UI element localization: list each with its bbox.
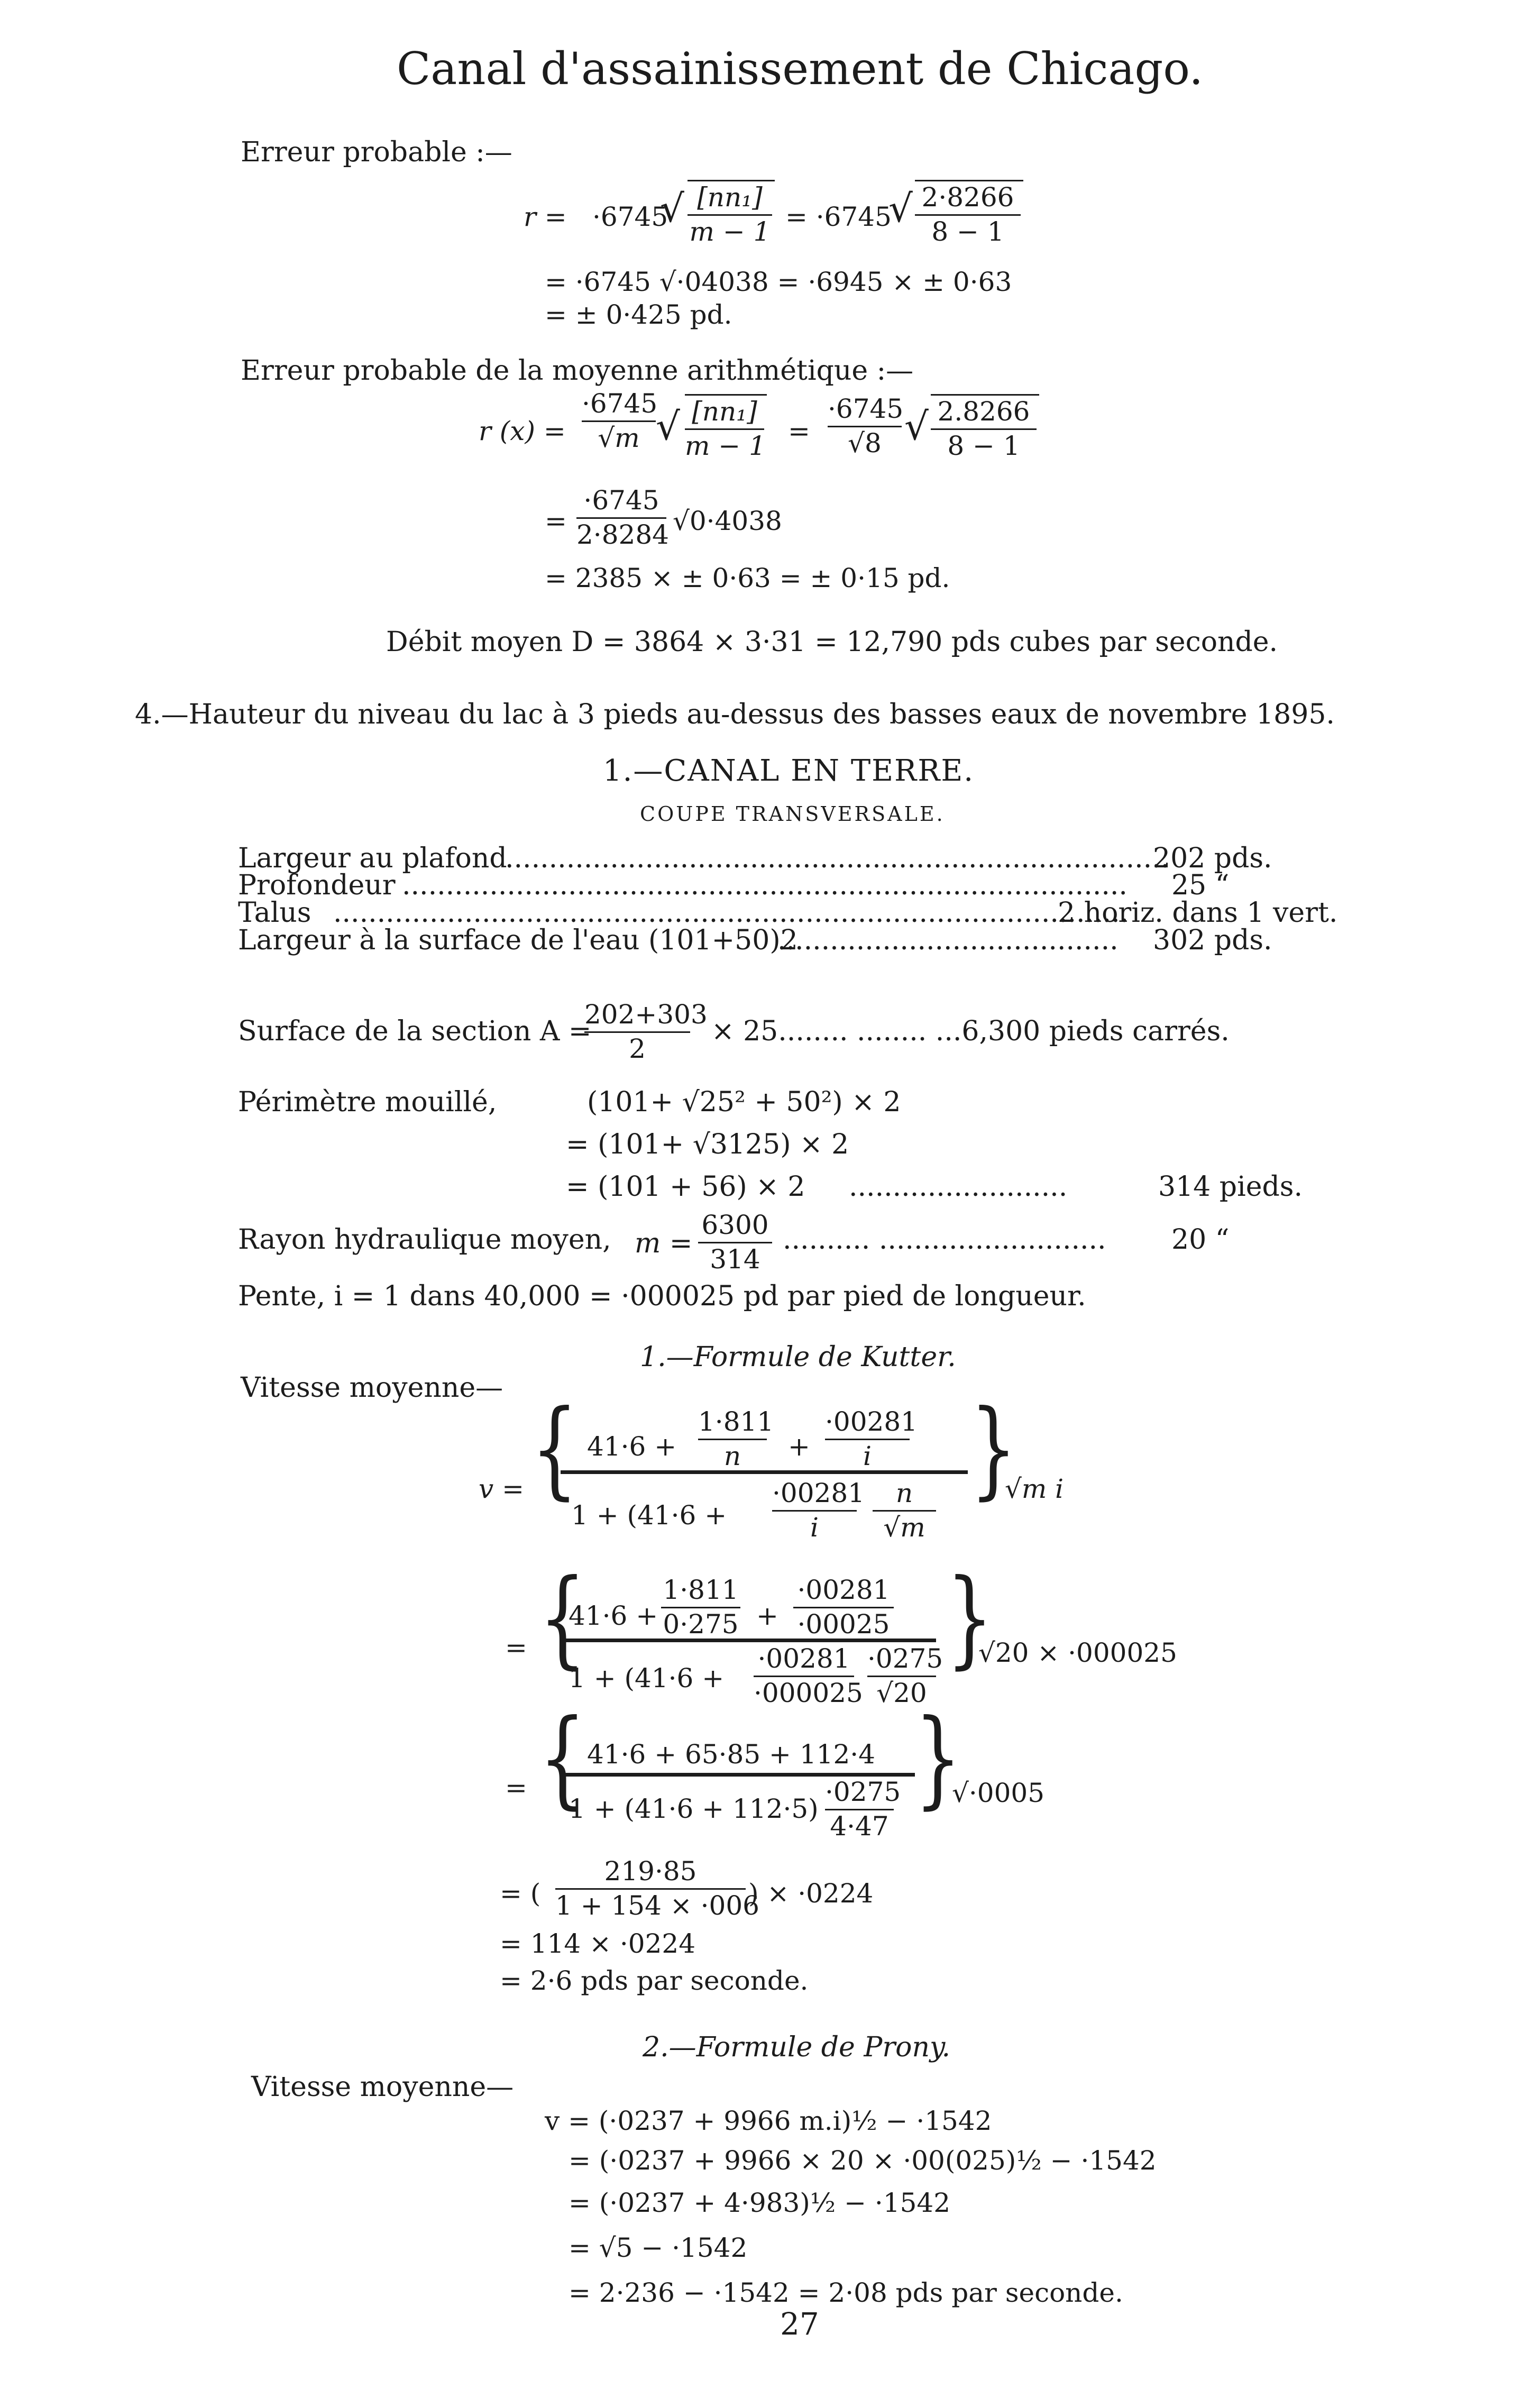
a-plus: + bbox=[788, 1431, 810, 1462]
row-value: 202 pds. bbox=[1153, 843, 1272, 874]
r-lhs: r = bbox=[524, 202, 567, 232]
numerator: ·00281 bbox=[772, 1478, 865, 1508]
numerator: ·6745 bbox=[582, 388, 658, 419]
c-root: √·0005 bbox=[952, 1778, 1044, 1808]
left-brace-icon: { bbox=[531, 1387, 579, 1511]
fraction bbox=[772, 1478, 865, 1543]
row-leader: ............................................................................ bbox=[505, 843, 1170, 874]
denominator: m − 1 bbox=[685, 430, 766, 461]
prony-l1: v = (·0237 + 9966 m.i)½ − ·1542 bbox=[545, 2106, 992, 2136]
numerator: ·6745 bbox=[583, 485, 659, 516]
radical-bar bbox=[688, 180, 775, 181]
denominator: 4·47 bbox=[830, 1810, 889, 1842]
rayon-m: m = bbox=[635, 1228, 693, 1259]
row-leader: ................................................................................... bbox=[402, 870, 1128, 901]
denominator: ·000025 bbox=[754, 1677, 863, 1708]
denominator: 8 − 1 bbox=[947, 430, 1020, 461]
moyenne-eq2: = bbox=[545, 506, 567, 536]
b-top-a: 41·6 + bbox=[569, 1600, 658, 1631]
denominator: ·00025 bbox=[797, 1608, 890, 1640]
radical-bar bbox=[931, 394, 1039, 396]
perimetre-value: 314 pieds. bbox=[1158, 1171, 1303, 1203]
denominator: 8 − 1 bbox=[931, 216, 1004, 247]
perimetre-l2: = (101+ √3125) × 2 bbox=[566, 1129, 849, 1160]
a-bot-a: 1 + (41·6 + bbox=[571, 1500, 727, 1531]
row-value: 25 “ bbox=[1171, 870, 1230, 901]
c-bot-a: 1 + (41·6 + 112·5) bbox=[569, 1793, 819, 1824]
main-fraction-bar bbox=[561, 1773, 915, 1777]
radical-bar bbox=[915, 180, 1023, 181]
r-coef: ·6745 bbox=[592, 202, 668, 232]
c-eq: = bbox=[505, 1772, 527, 1803]
row-label: Talus bbox=[238, 897, 311, 929]
left-brace-icon: { bbox=[539, 1697, 586, 1820]
perimetre-label: Périmètre mouillé, bbox=[238, 1086, 497, 1118]
denominator: √20 bbox=[876, 1677, 927, 1708]
denominator: 1 + 154 × ·006 bbox=[555, 1890, 759, 1921]
fraction bbox=[825, 1406, 918, 1471]
row-value: 302 pds. bbox=[1153, 925, 1272, 956]
radical-bar bbox=[685, 394, 767, 396]
kutter-v: v = bbox=[479, 1474, 525, 1504]
fraction bbox=[661, 1575, 740, 1640]
rayon-label: Rayon hydraulique moyen, bbox=[238, 1224, 611, 1256]
denominator: n bbox=[723, 1440, 741, 1471]
b-plus: + bbox=[756, 1600, 778, 1631]
canal-heading: 1.—CANAL EN TERRE. bbox=[603, 754, 975, 788]
denominator: √m bbox=[883, 1512, 925, 1543]
page-title: Canal d'assainissement de Chicago. bbox=[397, 43, 1204, 95]
numerator: n bbox=[895, 1478, 913, 1508]
numerator: 1·811 bbox=[698, 1406, 774, 1437]
numerator: [nn₁] bbox=[692, 396, 757, 427]
sqrt-icon: √ bbox=[656, 404, 680, 449]
moyenne-line3: = 2385 × ± 0·63 = ± 0·15 pd. bbox=[545, 563, 950, 593]
erreur-line2: = ·6745 √·04038 = ·6945 × ± 0·63 bbox=[545, 267, 1012, 297]
denominator: √8 bbox=[848, 427, 882, 459]
numerator: 202+303 bbox=[584, 999, 708, 1030]
row-label: Largeur à la surface de l'eau (101+50)2 bbox=[238, 925, 798, 956]
sqrt-icon: √ bbox=[904, 404, 929, 449]
prony-l4: = √5 − ·1542 bbox=[569, 2232, 748, 2263]
prony-l3: = (·0237 + 4·983)½ − ·1542 bbox=[569, 2188, 951, 2218]
b-eq: = bbox=[505, 1632, 527, 1663]
numerator: [nn₁] bbox=[697, 182, 763, 213]
moyenne-label: Erreur probable de la moyenne arithmétique :— bbox=[241, 355, 914, 387]
denominator: i bbox=[863, 1440, 872, 1471]
fraction bbox=[582, 389, 656, 453]
prony-l2: = (·0237 + 9966 × 20 × ·00(025)½ − ·1542 bbox=[569, 2145, 1157, 2176]
fraction bbox=[793, 1575, 894, 1640]
denominator: i bbox=[810, 1512, 819, 1543]
prony-label: Vitesse moyenne— bbox=[251, 2071, 514, 2103]
numerator: ·00281 bbox=[797, 1575, 890, 1605]
erreur-line3: = ± 0·425 pd. bbox=[545, 299, 732, 330]
fraction bbox=[688, 182, 772, 247]
perimetre-l3: = (101 + 56) × 2 bbox=[566, 1171, 805, 1203]
denominator: 0·275 bbox=[663, 1608, 739, 1640]
d-rest: ) × ·0224 bbox=[748, 1878, 874, 1909]
moyenne-root3: √0·4038 bbox=[673, 506, 782, 536]
numerator: ·0275 bbox=[867, 1643, 943, 1674]
a-root: √m i bbox=[1005, 1474, 1064, 1504]
numerator: 219·85 bbox=[604, 1856, 697, 1887]
row-leader: ....................................... bbox=[777, 925, 1119, 956]
prony-heading: 2.—Formule de Prony. bbox=[643, 2031, 950, 2063]
row-value: 2 horiz. dans 1 vert. bbox=[1058, 897, 1338, 929]
moyenne-eq: = bbox=[788, 416, 810, 446]
surface-label: Surface de la section A = bbox=[238, 1015, 592, 1047]
denominator: 314 bbox=[710, 1243, 760, 1275]
fraction bbox=[555, 1856, 759, 1921]
row-label: Largeur au plafond bbox=[238, 843, 507, 874]
a-top-a: 41·6 + bbox=[587, 1431, 677, 1462]
main-fraction-bar bbox=[561, 1470, 968, 1474]
perimetre-l1: (101+ √25² + 50²) × 2 bbox=[587, 1086, 901, 1118]
b-root: √20 × ·000025 bbox=[978, 1637, 1177, 1668]
fraction bbox=[754, 1643, 863, 1708]
fraction bbox=[698, 1210, 772, 1275]
denominator: m − 1 bbox=[689, 216, 771, 247]
fraction bbox=[685, 397, 764, 461]
d-eq: = ( bbox=[500, 1878, 541, 1909]
rayon-leader: .......... .......................... bbox=[783, 1224, 1106, 1256]
fraction bbox=[584, 999, 708, 1064]
denominator: 2 bbox=[629, 1033, 646, 1064]
coupe-heading: COUPE TRANSVERSALE. bbox=[640, 802, 945, 826]
numerator: ·00281 bbox=[757, 1643, 850, 1674]
fraction bbox=[698, 1406, 774, 1471]
sqrt-icon: √ bbox=[660, 186, 684, 231]
moyenne-lhs: r (x) = bbox=[479, 416, 566, 446]
fraction bbox=[576, 485, 669, 550]
denominator: √m bbox=[598, 422, 640, 453]
fraction bbox=[873, 1478, 936, 1543]
row-leader: ........................................................................................... bbox=[333, 897, 1129, 929]
numerator: ·00281 bbox=[825, 1406, 918, 1437]
rayon-value: 20 “ bbox=[1171, 1224, 1230, 1256]
e-line: = 114 × ·0224 bbox=[500, 1928, 696, 1959]
denominator: 2·8284 bbox=[576, 519, 669, 550]
numerator: 6300 bbox=[701, 1210, 769, 1240]
numerator: ·6745 bbox=[828, 393, 904, 424]
pente-line: Pente, i = 1 dans 40,000 = ·000025 pd par pied de longueur. bbox=[238, 1280, 1086, 1312]
left-brace-icon: { bbox=[539, 1557, 586, 1680]
fraction bbox=[931, 397, 1037, 461]
surface-rest: × 25........ ........ ...6,300 pieds carrés. bbox=[711, 1015, 1230, 1047]
c-top: 41·6 + 65·85 + 112·4 bbox=[587, 1739, 875, 1770]
eq1: = ·6745 bbox=[785, 202, 892, 232]
sqrt-icon: √ bbox=[888, 186, 913, 231]
right-brace-icon: } bbox=[946, 1557, 994, 1680]
numerator: 1·811 bbox=[663, 1575, 739, 1605]
erreur-label: Erreur probable :— bbox=[241, 136, 512, 168]
right-brace-icon: } bbox=[970, 1387, 1018, 1511]
numerator: ·0275 bbox=[825, 1777, 901, 1807]
main-fraction-bar bbox=[561, 1639, 936, 1642]
fraction bbox=[828, 394, 902, 459]
perimetre-leader: ......................... bbox=[849, 1171, 1068, 1203]
prony-l5: = 2·236 − ·1542 = 2·08 pds par seconde. bbox=[569, 2277, 1123, 2308]
debit-line: Débit moyen D = 3864 × 3·31 = 12,790 pds cubes par seconde. bbox=[386, 626, 1278, 658]
row-label: Profondeur bbox=[238, 870, 396, 901]
kutter-heading: 1.—Formule de Kutter. bbox=[640, 1341, 956, 1373]
numerator: 2·8266 bbox=[921, 182, 1014, 213]
right-brace-icon: } bbox=[914, 1697, 962, 1820]
fraction bbox=[825, 1777, 901, 1842]
kutter-label: Vitesse moyenne— bbox=[241, 1372, 503, 1404]
f-line: = 2·6 pds par seconde. bbox=[500, 1965, 809, 1996]
numerator: 2.8266 bbox=[937, 396, 1030, 427]
fraction bbox=[915, 182, 1021, 247]
section-4-heading: 4.—Hauteur du niveau du lac à 3 pieds au-dessus des basses eaux de novembre 1895. bbox=[135, 699, 1335, 730]
b-bot-a: 1 + (41·6 + bbox=[569, 1663, 725, 1694]
page-number: 27 bbox=[780, 2306, 819, 2342]
